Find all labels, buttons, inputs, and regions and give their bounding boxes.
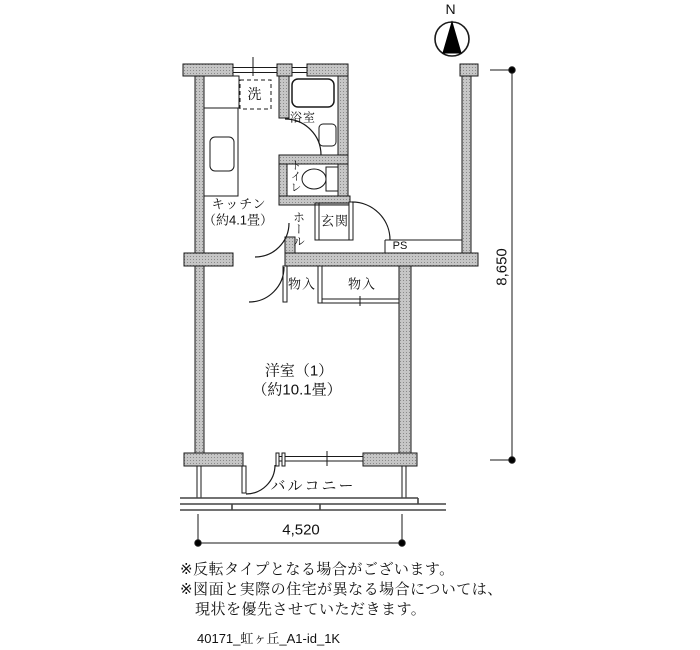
wall-kitchen-bath-divider bbox=[279, 76, 289, 118]
plan-id: 40171_虹ヶ丘_A1-id_1K bbox=[197, 631, 341, 646]
label-balcony: バルコニー bbox=[270, 477, 356, 495]
bath-vent-window bbox=[292, 68, 307, 73]
wash-basin-icon bbox=[319, 124, 336, 146]
wall-bottom-left bbox=[184, 453, 243, 466]
note-line-1: ※反転タイプとなる場合がございます。 bbox=[180, 561, 455, 578]
label-kitchen: キッチン bbox=[211, 196, 267, 212]
toilet-bowl-icon bbox=[302, 169, 326, 189]
label-closet-left: 物入 bbox=[287, 276, 317, 292]
toilet-tank-icon bbox=[326, 167, 338, 191]
note-line-2: ※図面と実際の住宅が異なる場合については、 bbox=[180, 581, 503, 598]
north-label: N bbox=[445, 1, 457, 17]
label-laundry: 洗 bbox=[247, 86, 263, 102]
wall-bottom-right bbox=[363, 453, 417, 466]
dimension-width-value: 4,520 bbox=[282, 521, 320, 539]
wall-bath-right bbox=[338, 76, 348, 205]
north-arrow-icon bbox=[435, 22, 469, 56]
balcony-window bbox=[276, 451, 363, 466]
wall-left-lower bbox=[195, 266, 204, 453]
wall-middle-left bbox=[184, 253, 233, 266]
label-pipe-space: PS bbox=[392, 240, 408, 252]
label-entrance: 玄関 bbox=[320, 213, 350, 229]
wall-top-right bbox=[307, 64, 348, 76]
balcony-rail-lines bbox=[180, 498, 446, 510]
label-hall: ホール bbox=[291, 211, 306, 247]
kitchen-counter-top bbox=[204, 76, 239, 108]
dimension-height-value: 8,650 bbox=[493, 248, 511, 286]
label-bathroom: 浴室 bbox=[289, 110, 317, 125]
entrance-door-leaf bbox=[349, 202, 353, 240]
wall-toilet-left bbox=[279, 164, 287, 196]
balcony-post-right bbox=[402, 466, 406, 498]
kitchen-sink-icon bbox=[210, 137, 234, 171]
label-western-room-size: （約10.1畳） bbox=[252, 381, 342, 399]
wall-top-left bbox=[183, 64, 233, 76]
bathtub-icon bbox=[292, 79, 334, 107]
entrance-door-arc bbox=[352, 202, 390, 240]
label-western-room: 洋室（1） bbox=[264, 362, 334, 380]
wall-middle-main bbox=[285, 253, 478, 266]
label-closet-right: 物入 bbox=[347, 276, 377, 292]
closet-divider-wall bbox=[318, 266, 322, 303]
label-toilet: トイレ bbox=[289, 159, 301, 193]
label-kitchen-size: （約4.1畳） bbox=[202, 212, 274, 228]
wall-right-cap bbox=[460, 64, 478, 76]
kitchen-window bbox=[233, 57, 277, 76]
wall-right bbox=[462, 76, 471, 253]
closet-left-door-arc bbox=[249, 267, 284, 302]
wall-room-right bbox=[399, 266, 411, 453]
wall-top-stub bbox=[277, 64, 292, 76]
balcony-door-leaf bbox=[242, 466, 246, 493]
note-line-3: 現状を優先させていただきます。 bbox=[195, 601, 427, 618]
balcony-post-left bbox=[197, 466, 201, 498]
